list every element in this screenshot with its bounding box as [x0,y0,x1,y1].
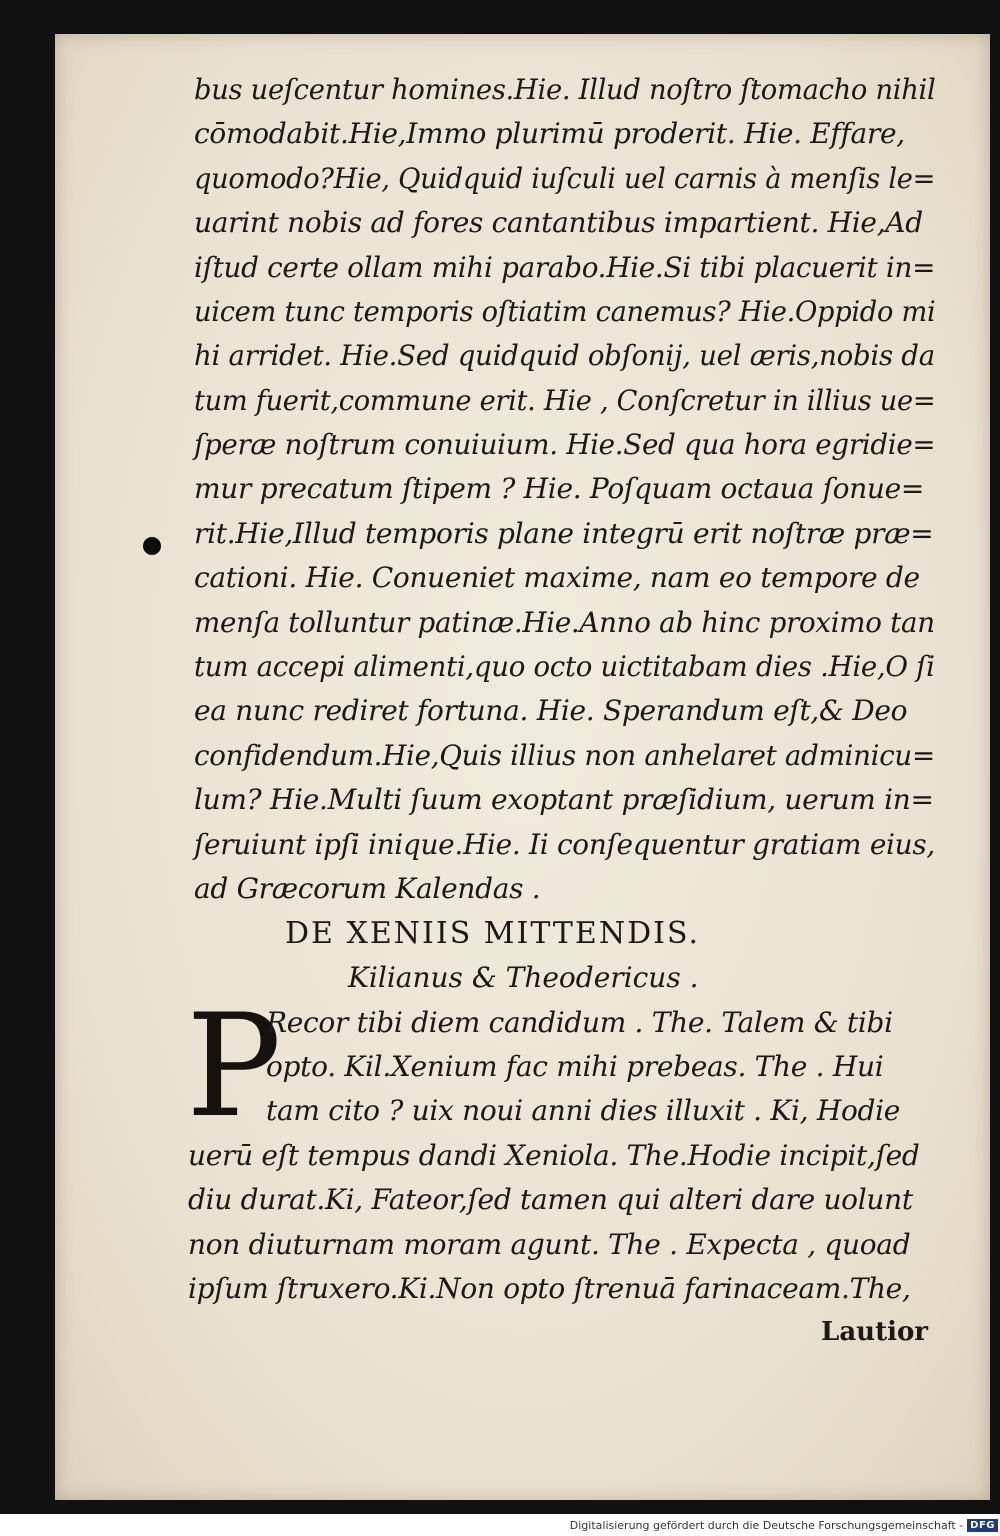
drop-initial: P [186,984,282,1149]
text-line: bus ueſcentur homines.Hie. Illud noſtro ſtomacho nihil [194,73,936,106]
dfg-logo: DFG [967,1519,998,1532]
text-line: lum? Hie.Multi ſuum exoptant præſidium, uerum in= [194,783,934,816]
text-line: confidendum.Hie,Quis illius non anhelaret adminicu= [194,739,935,772]
text-line: non diuturnam moram agunt. The . Expecta , quoad [188,1228,911,1261]
text-line: uicem tunc temporis oſtiatim canemus? Hie.Oppido mi [194,295,936,328]
text-line: Recor tibi diem candidum . The. Talem & tibi [266,1006,893,1039]
text-line: ad Græcorum Kalendas . [194,872,541,905]
text-line: uarint nobis ad fores cantantibus impartient. Hie,Ad [194,206,923,239]
section-subtitle: Kilianus & Theodericus . [348,961,699,994]
text-line: mur precatum ſtipem ? Hie. Poſquam octaua ſonue= [194,472,925,505]
digitization-credit-banner [562,1514,1000,1536]
text-line: cationi. Hie. Conueniet maxime, nam eo tempore de [194,561,920,594]
text-line: tum fuerit,commune erit. Hie , Conſcretur in illius ue= [194,384,936,417]
text-line: menſa tolluntur patinæ.Hie.Anno ab hinc proximo tan [194,606,935,639]
text-line: quomodo?Hie, Quidquid iuſculi uel carnis à menſis le= [194,162,936,195]
section-title: DE XENIIS MITTENDIS. [285,916,700,951]
footer-credit-text: Digitalisierung gefördert durch die Deutsche Forschungsgemeinschaft - [569,1518,964,1532]
text-line: ſperæ noſtrum conuiuium. Hie.Sed qua hora egridie= [194,428,936,461]
text-line: rit.Hie,Illud temporis plane integrū erit noſtræ præ= [194,517,934,550]
text-line: ea nunc rediret fortuna. Hie. Sperandum eſt,& Deo [194,694,908,727]
text-line: iſtud certe ollam mihi parabo.Hie.Si tibi placuerit in= [194,251,936,284]
text-line: tum accepi alimenti,quo octo uictitabam dies .Hie,O ſi [194,650,935,683]
catchword: Lautior [821,1317,928,1347]
text-line: tam cito ? uix noui anni dies illuxit . Ki, Hodie [266,1094,901,1127]
text-line: hi arridet. Hie.Sed quidquid obſonij, uel æris,nobis da [194,339,935,372]
text-line: opto. Kil.Xenium fac mihi prebeas. The . Hui [266,1050,884,1083]
text-line: diu durat.Ki, Fateor,ſed tamen qui alteri dare uolunt [188,1183,913,1216]
ink-spot [143,537,161,555]
text-line: uerū eſt tempus dandi Xeniola. The.Hodie incipit,ſed [188,1139,920,1172]
text-line: ſeruiunt ipſi inique.Hie. Ii conſequentur gratiam eius, [194,828,935,861]
text-line: ipſum ſtruxero.Ki.Non opto ſtrenuā farinaceam.The, [188,1272,911,1305]
text-line: cōmodabit.Hie,Immo plurimū proderit. Hie. Effare, [194,117,905,150]
